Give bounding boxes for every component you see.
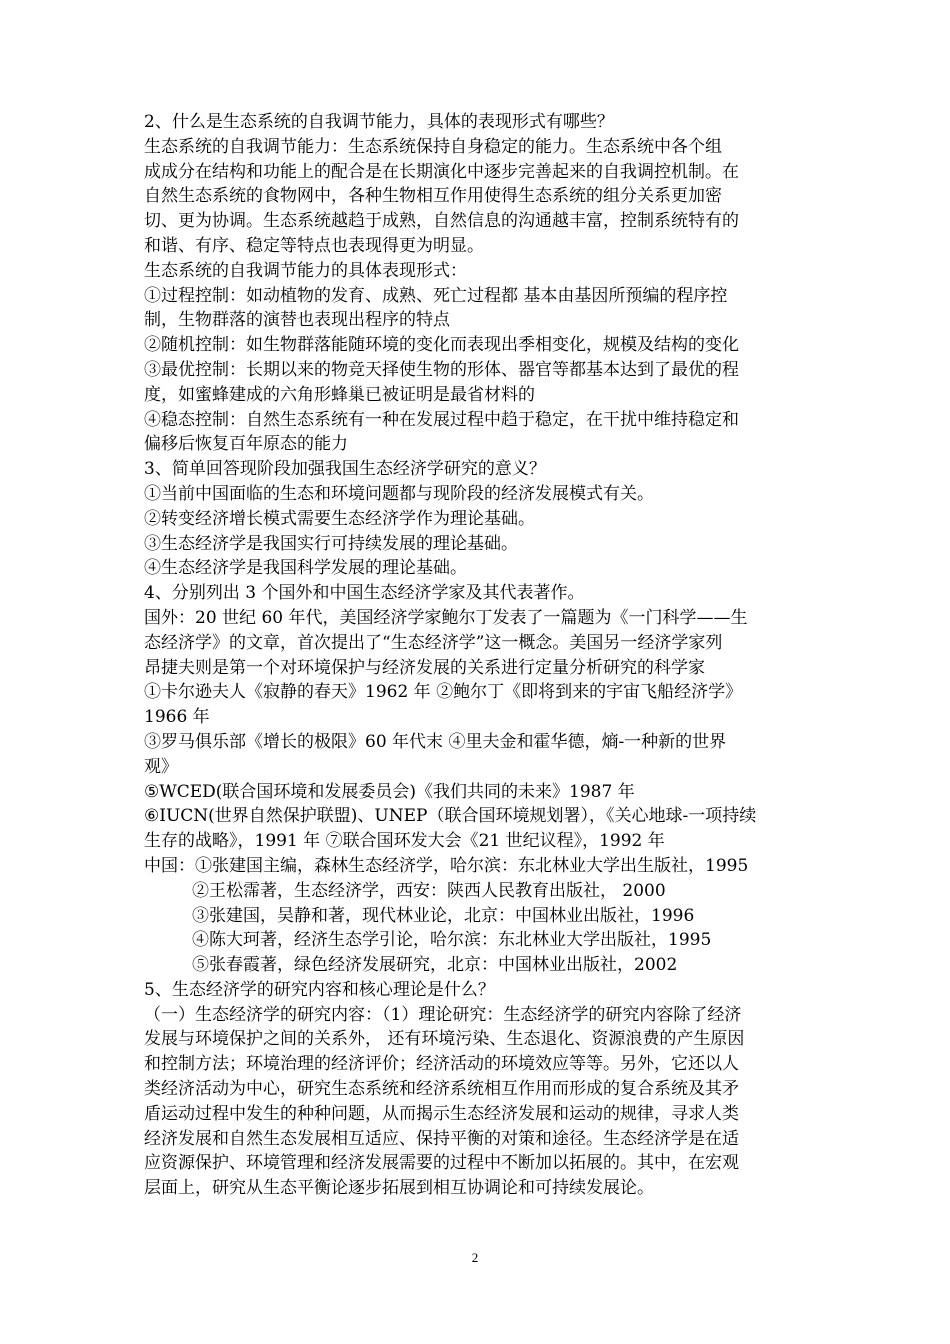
body-line: 类经济活动为中心，研究生态系统和经济系统相互作用而形成的复合系统及其矛 <box>144 1079 739 1100</box>
body-line: 切、更为协调。生态系统越趋于成熟，自然信息的沟通越丰富，控制系统特有的 <box>144 211 739 232</box>
body-line: 观》 <box>144 756 178 777</box>
body-line: ①过程控制：如动植物的发育、成熟、死亡过程都 基本由基因所预编的程序控 <box>144 285 728 306</box>
body-line: ⑤WCED(联合国环境和发展委员会)《我们共同的未来》1987 年 <box>144 781 635 802</box>
body-line: ⑥IUCN(世界自然保护联盟)、UNEP（联合国环境规划署），《关心地球-一项持续 <box>144 806 757 827</box>
body-line: 国外：20 世纪 60 年代，美国经济学家鲍尔丁发表了一篇题为《一门科学——生 <box>144 607 748 628</box>
body-line: ②随机控制：如生物群落能随环境的变化而表现出季相变化，规模及结构的变化 <box>144 335 739 356</box>
body-line: ③最优控制：长期以来的物竞天择使生物的形体、器官等都基本达到了最优的程 <box>144 359 739 380</box>
document-body <box>144 110 810 1201</box>
body-line: 1966 年 <box>144 707 210 728</box>
body-line: 度，如蜜蜂建成的六角形蜂巢已被证明是最省材料的 <box>144 384 535 405</box>
reference-line: ②王松霈著，生态经济学，西安：陕西人民教育出版社， 2000 <box>192 880 666 901</box>
body-line: 生存的战略》，1991 年 ⑦联合国环发大会《21 世纪议程》，1992 年 <box>144 831 665 852</box>
body-line: 生态系统的自我调节能力：生态系统保持自身稳定的能力。生态系统中各个组 <box>144 136 722 157</box>
body-line: 和谐、有序、稳定等特点也表现得更为明显。 <box>144 235 484 256</box>
body-line: ②转变经济增长模式需要生态经济学作为理论基础。 <box>144 508 535 529</box>
body-line: 发展与环境保护之间的关系外， 还有环境污染、生态退化、资源浪费的产生原因 <box>144 1029 745 1050</box>
body-line: 中国：①张建国主编，森林生态经济学，哈尔滨：东北林业大学出生版社，1995 <box>144 855 749 876</box>
question-5-heading: 5、生态经济学的研究内容和核心理论是什么？ <box>144 979 495 1000</box>
body-line: 层面上，研究从生态平衡论逐步拓展到相互协调论和可持续发展论。 <box>144 1178 654 1199</box>
body-line: ①当前中国面临的生态和环境问题都与现阶段的经济发展模式有关。 <box>144 483 654 504</box>
body-line: 和控制方法；环境治理的经济评价；经济活动的环境效应等等。另外，它还以人 <box>144 1054 739 1075</box>
body-line: ④生态经济学是我国科学发展的理论基础。 <box>144 558 467 579</box>
body-line: ①卡尔逊夫人《寂静的春天》1962 年 ②鲍尔丁《即将到来的宇宙飞船经济学》 <box>144 682 743 703</box>
body-line: 态经济学》的文章，首次提出了“生态经济学”这一概念。美国另一经济学家列 <box>144 632 723 653</box>
body-line: （一）生态经济学的研究内容：（1）理论研究：生态经济学的研究内容除了经济 <box>144 1004 742 1025</box>
reference-line: ④陈大珂著，经济生态学引论，哈尔滨：东北林业大学出版社，1995 <box>192 930 712 951</box>
body-line: 自然生态系统的食物网中，各种生物相互作用使得生态系统的组分关系更加密 <box>144 186 722 207</box>
body-line: 生态系统的自我调节能力的具体表现形式： <box>144 260 467 281</box>
reference-line: ⑤张春霞著，绿色经济发展研究，北京：中国林业出版社，2002 <box>192 955 678 976</box>
body-line: ③罗马俱乐部《增长的极限》60 年代末 ④里夫金和霍华德，熵-一种新的世界 <box>144 731 727 752</box>
body-line: ④稳态控制：自然生态系统有一种在发展过程中趋于稳定，在干扰中维持稳定和 <box>144 409 739 430</box>
page-number: 2 <box>471 1250 479 1265</box>
question-3-heading: 3、简单回答现阶段加强我国生态经济学研究的意义？ <box>144 459 546 480</box>
body-line: 经济发展和自然生态发展相互适应、保持平衡的对策和途径。生态经济学是在适 <box>144 1128 739 1149</box>
body-line: 应资源保护、环境管理和经济发展需要的过程中不断加以拓展的。其中，在宏观 <box>144 1153 739 1174</box>
body-line: 成成分在结构和功能上的配合是在长期演化中逐步完善起来的自我调控机制。在 <box>144 161 739 182</box>
body-line: 制，生物群落的演替也表现出程序的特点 <box>144 310 450 331</box>
body-line: ③生态经济学是我国实行可持续发展的理论基础。 <box>144 533 518 554</box>
body-line: 偏移后恢复百年原态的能力 <box>144 434 348 455</box>
body-line: 昂捷夫则是第一个对环境保护与经济发展的关系进行定量分析研究的科学家 <box>144 657 705 678</box>
question-2-heading: 2、什么是生态系统的自我调节能力，具体的表现形式有哪些？ <box>144 112 614 132</box>
reference-line: ③张建国，吴静和著，现代林业论，北京：中国林业出版社，1996 <box>192 905 695 926</box>
body-line: 盾运动过程中发生的种种问题，从而揭示生态经济发展和运动的规律，寻求人类 <box>144 1103 739 1124</box>
question-4-heading: 4、分别列出 3 个国外和中国生态经济学家及其代表著作。 <box>144 583 585 604</box>
